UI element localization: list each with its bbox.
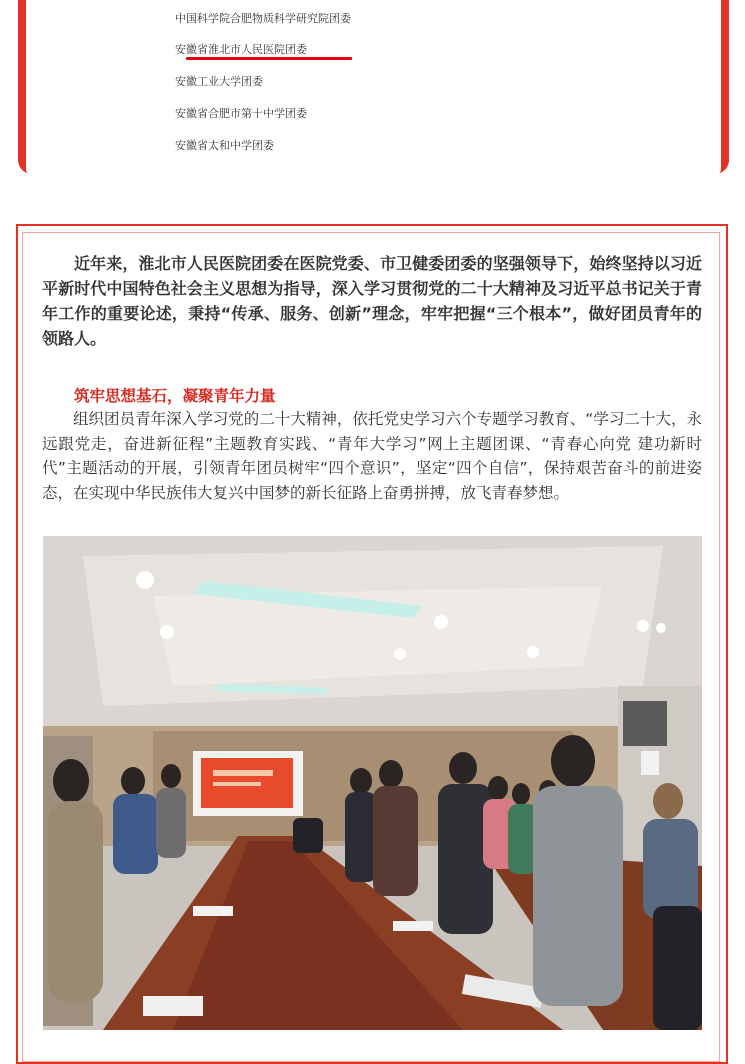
highlight-underline	[186, 57, 352, 60]
meeting-photo	[43, 536, 702, 1030]
unit-item: 中国科学院合肥物质科学研究院团委	[175, 12, 351, 25]
unit-item-highlighted: 安徽省淮北市人民医院团委	[175, 43, 307, 56]
unit-list-panel	[26, 0, 721, 175]
section-body: 组织团员青年深入学习党的二十大精神，依托党史学习六个专题学习教育、“学习二十大，永远跟党走，奋进新征程”主题教育实践、“青年大学习”网上主题团课、“青春心向党 建功新时代”主题活动的开展，引领青年团员树牢“四个意识”，坚定“四个自信”，保持艰苦奋斗的前进姿态，在实现中华民族伟大复兴中国梦的新长征路上奋勇拼搏，放飞青春梦想。	[42, 410, 702, 502]
unit-item: 安徽工业大学团委	[175, 75, 263, 88]
unit-item: 安徽省太和中学团委	[175, 139, 274, 152]
unit-item: 安徽省合肥市第十中学团委	[175, 107, 307, 120]
article-intro: 近年来，淮北市人民医院团委在医院党委、市卫健委团委的坚强领导下，始终坚持以习近平新时代中国特色社会主义思想为指导，深入学习贯彻党的二十大精神及习近平总书记关于青年工作的重要论述，秉持“传承、服务、创新”理念，牢牢把握“三个根本”，做好团员青年的领路人。	[42, 254, 702, 348]
section-title: 筑牢思想基石，凝聚青年力量	[74, 387, 276, 405]
meeting-photo-image	[43, 536, 702, 1030]
